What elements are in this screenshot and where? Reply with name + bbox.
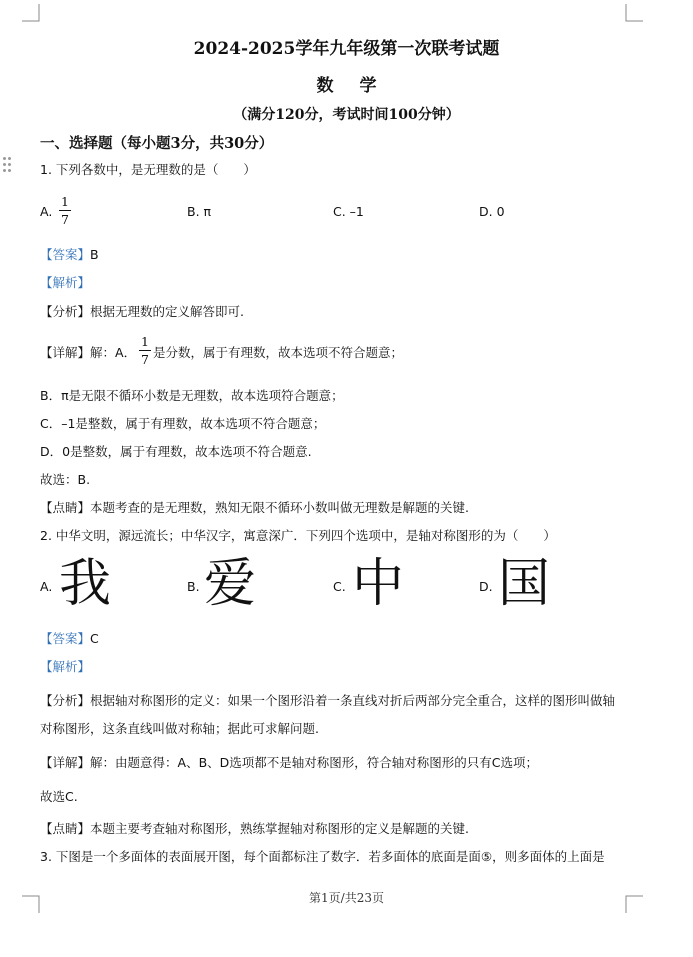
q2-option-c-label: C. <box>333 579 346 594</box>
q2-option-a-character: 我 <box>59 554 112 614</box>
subject-heading: 数学 <box>316 76 403 96</box>
q2-option-d-label: D. <box>479 579 493 594</box>
q1-option-b: B. π <box>187 204 212 219</box>
crop-mark-top-right <box>625 4 643 22</box>
detail-pre-text: 解：A． <box>90 345 137 360</box>
q1-option-d: D. 0 <box>479 204 505 219</box>
q2-fenxi-line-1 <box>40 691 615 709</box>
crop-mark-top-left <box>22 4 40 22</box>
fraction-bar <box>139 350 151 351</box>
comment-tag: 【点睛】 <box>40 500 91 515</box>
q1-option-a-fraction <box>59 194 71 227</box>
q1-answer <box>40 245 99 263</box>
question-3-stem: 3. 下图是一个多面体的表面展开图，每个面都标注了数字．若多面体的底面是面⑤，则多面体的上面是 <box>40 849 605 864</box>
q2-fenxi-line-2: 对称图形，这条直线叫做对称轴；据此可求解问题. <box>40 721 319 736</box>
q1-detail-post: 是分数，属于有理数，故本选项不符合题意； <box>153 345 404 360</box>
q2-option-b-label: B. <box>187 579 200 594</box>
q2-option-d-character: 国 <box>498 554 551 614</box>
drag-handle-icon[interactable] <box>3 157 13 177</box>
q2-option-c-character: 中 <box>352 554 405 614</box>
q1-detail-fraction <box>139 334 151 367</box>
q1-line-d: D．0是整数，属于有理数，故本选项不符合题意. <box>40 444 312 459</box>
fraction-numerator: 1 <box>141 334 149 349</box>
q1-choose: 故选：B. <box>40 472 91 487</box>
fraction-bar <box>59 210 71 211</box>
fraction-numerator: 1 <box>61 194 69 209</box>
detail-tag: 【详解】 <box>40 345 91 360</box>
exam-note: （满分120分，考试时间100分钟） <box>233 107 460 123</box>
q2-analysis-tag: 【解析】 <box>40 659 91 674</box>
detail-text: 解：由题意得：A、B、D选项都不是轴对称图形，符合轴对称图形的只有C选项； <box>90 755 538 770</box>
q2-choose: 故选C. <box>40 789 78 804</box>
answer-value: B <box>90 247 99 262</box>
fenxi-text: 根据无理数的定义解答即可. <box>90 304 244 319</box>
fraction-denominator: 7 <box>141 352 149 367</box>
q2-comment <box>40 819 469 837</box>
q1-option-c: C. –1 <box>333 204 364 219</box>
fenxi-tag: 【分析】 <box>40 304 91 319</box>
comment-text: 本题考查的是无理数，熟知无限不循环小数叫做无理数是解题的关键. <box>90 500 469 515</box>
answer-tag: 【答案】 <box>40 631 91 646</box>
question-2-stem: 2. 中华文明，源远流长；中华汉字，寓意深广．下列四个选项中，是轴对称图形的为（ ） <box>40 528 556 543</box>
q1-detail-pre <box>40 343 136 361</box>
q1-line-c: C．–1是整数，属于有理数，故本选项不符合题意； <box>40 416 326 431</box>
question-1-stem: 1. 下列各数中，是无理数的是（ ） <box>40 162 256 177</box>
q1-fenxi <box>40 302 244 320</box>
page-number: 第1页/共23页 <box>309 891 384 905</box>
q2-option-a-label: A. <box>40 579 53 594</box>
answer-tag: 【答案】 <box>40 247 91 262</box>
answer-value: C <box>90 631 99 646</box>
q2-option-b-character: 爱 <box>204 554 257 614</box>
fenxi-text: 根据轴对称图形的定义：如果一个图形沿着一条直线对折后两部分完全重合，这样的图形叫做轴 <box>90 693 616 708</box>
detail-tag: 【详解】 <box>40 755 91 770</box>
q2-detail <box>40 753 538 771</box>
q1-line-b: B．π是无限不循环小数是无理数，故本选项符合题意； <box>40 388 344 403</box>
section-heading: 一、选择题（每小题3分，共30分） <box>40 135 274 152</box>
q1-analysis-tag: 【解析】 <box>40 275 91 290</box>
document-title: 2024-2025学年九年级第一次联考试题 <box>193 39 500 59</box>
fenxi-tag: 【分析】 <box>40 693 91 708</box>
comment-tag: 【点睛】 <box>40 821 91 836</box>
q1-option-a-label: A. <box>40 204 53 219</box>
fraction-denominator: 7 <box>61 212 69 227</box>
q1-comment <box>40 498 469 516</box>
q2-answer <box>40 629 99 647</box>
comment-text: 本题主要考查轴对称图形，熟练掌握轴对称图形的定义是解题的关键. <box>90 821 469 836</box>
